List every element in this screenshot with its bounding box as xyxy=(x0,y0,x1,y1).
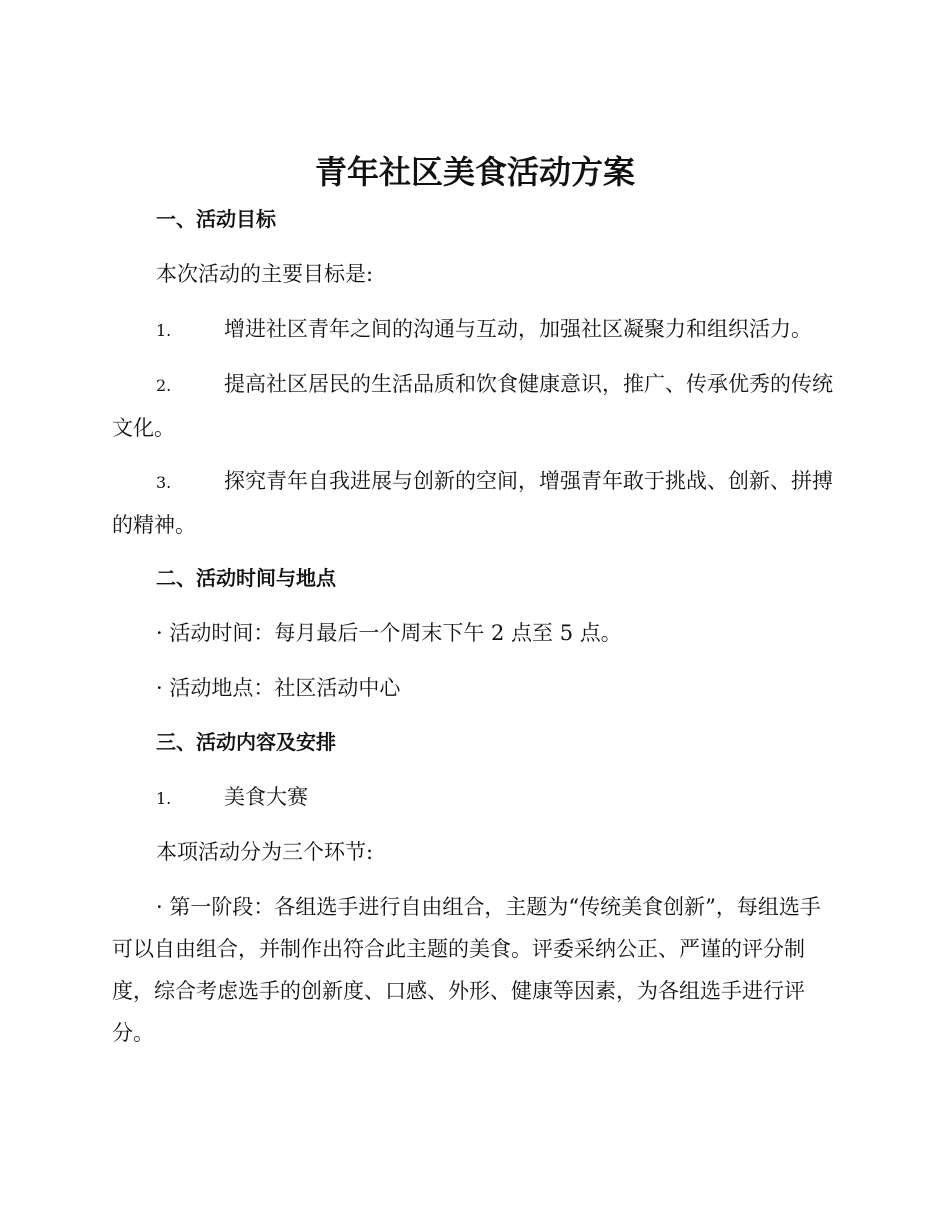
goal-item-1-number: 1. xyxy=(156,321,172,340)
goal-item-1 xyxy=(112,308,834,352)
document-title: 青年社区美食活动方案 xyxy=(314,153,635,191)
stage-1-paragraph: · 第一阶段：各组选手进行自由组合，主题为“传统美食创新”，每组选手可以自由组合，并制作出符合此主题的美食。评委采纳公正、严谨的评分制度，综合考虑选手的创新度、口感、外形、健康等因素，为各组选手进行评分。 xyxy=(112,895,821,1045)
activity-place: · 活动地点：社区活动中心 xyxy=(156,676,401,700)
goals-intro: 本次活动的主要目标是: xyxy=(156,262,374,286)
section-heading-goals: 一、活动目标 xyxy=(156,207,276,231)
goal-item-1-text: 增进社区青年之间的沟通与互动，加强社区凝聚力和组织活力。 xyxy=(224,317,812,341)
content-intro: 本项活动分为三个环节: xyxy=(156,840,374,864)
section-heading-content: 三、活动内容及安排 xyxy=(156,730,336,754)
goal-item-3-text: 探究青年自我进展与创新的空间，增强青年敢于挑战、创新、拼搏的精神。 xyxy=(112,469,833,537)
goal-item-3 xyxy=(112,460,834,546)
goal-item-2-text: 提高社区居民的生活品质和饮食健康意识，推广、传承优秀的传统文化。 xyxy=(112,372,833,440)
content-item-1-text: 美食大赛 xyxy=(224,785,308,809)
goal-item-2-number: 2. xyxy=(156,376,172,395)
section-heading-time-place: 二、活动时间与地点 xyxy=(156,566,336,590)
goal-item-2 xyxy=(112,363,834,449)
activity-time: · 活动时间：每月最后一个周末下午 2 点至 5 点。 xyxy=(156,621,622,645)
content-item-1 xyxy=(112,776,834,820)
goal-item-3-number: 3. xyxy=(156,473,172,492)
content-item-1-number: 1. xyxy=(156,789,172,808)
